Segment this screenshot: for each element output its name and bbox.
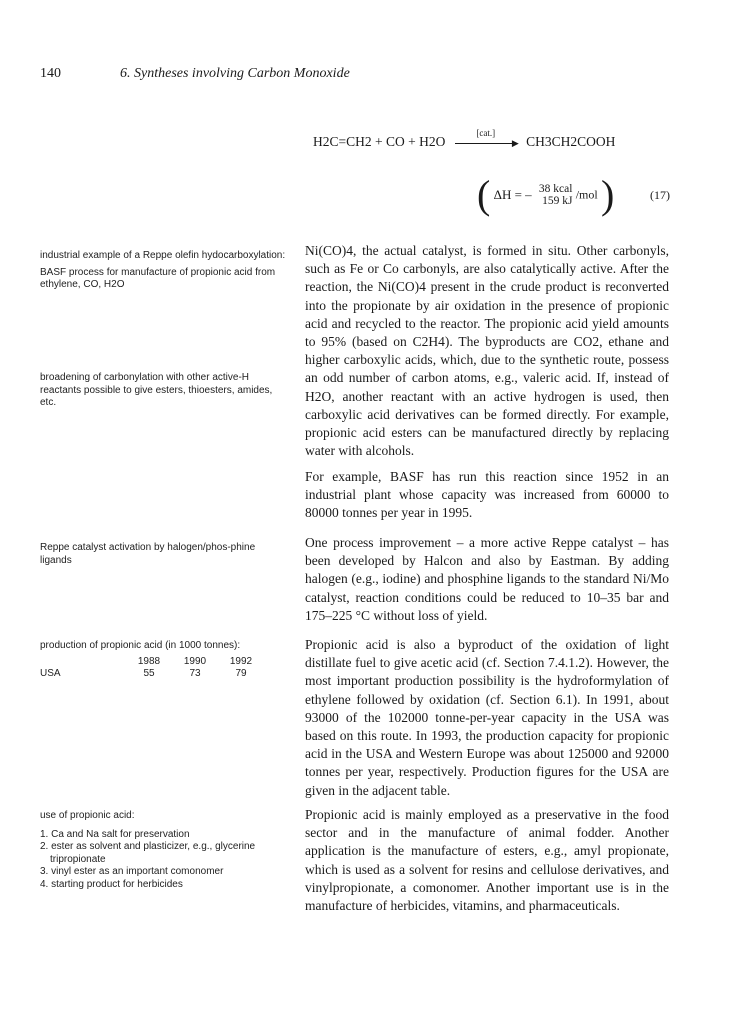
delta-h-symbol: ΔH = – bbox=[493, 187, 532, 202]
table-year: 1992 bbox=[229, 655, 253, 667]
table-row bbox=[40, 668, 264, 681]
reaction-equation bbox=[313, 127, 616, 150]
margin-note-text: industrial example of a Reppe olefin hydocarboxylation: bbox=[40, 250, 286, 261]
uses-list bbox=[40, 829, 288, 892]
margin-note-production bbox=[40, 640, 288, 681]
left-paren: ( bbox=[477, 172, 491, 217]
body-paragraph: Propionic acid is mainly employed as a preservative in the food sector and in the manufacture of animal fodder. Another application is the manufacture of esters, e.g., amyl propionate, which is used as a solvent for resins and cellulose derivatives, and vinylpropionate, a comonomer. Another important use is in the manufacture of herbicides, vitamins, and pharmaceuticals. bbox=[305, 807, 669, 914]
page-number: 140 bbox=[40, 66, 61, 81]
table-row bbox=[40, 656, 264, 669]
list-item: 4. starting product for herbicides bbox=[40, 878, 183, 890]
margin-note-catalyst-activation bbox=[40, 542, 288, 571]
body-paragraph: Ni(CO)4, the actual catalyst, is formed in situ. Other carbonyls, such as Fe or Co carbonyls, are also catalytically active. After the reaction, the Ni(CO)4 present in the crude product is reconverted into the propionate by air oxidation in the presence of propionic acid and recycled to the reactor. The propionic acid yield amounts to 95% (based on C2H4). The byproducts are CO2, ethane and higher carboxylic acids, which, due to the synthetic route, possess an odd number of carbon atoms, e.g., valeric acid. If, instead of H2O, another reactant with an active hydrogen is used, then carboxylic acid derivatives can be formed directly. For example, propionic acid esters can be manufactured directly by replacing water with alcohols. bbox=[305, 243, 669, 459]
body-paragraph: Propionic acid is also a byproduct of the oxidation of light distillate fuel to give acetic acid (cf. Section 7.4.1.2). However, the most important production possibility is the hydroformylation of ethylene followed by oxidation (cf. Section 6.1). In 1991, about 93000 of the 102000 tonne-per-year capacity in the USA was based on this route. In 1993, the production capacity for propionic acid in the USA and Western Europe was about 125000 and 92000 tonnes per year, respectively. Production figures for the USA are given in the adjacent table. bbox=[305, 637, 669, 798]
table-value: 55 bbox=[143, 668, 155, 679]
list-item: 1. Ca and Na salt for preservation bbox=[40, 828, 190, 840]
table-country: USA bbox=[40, 668, 61, 679]
delta-h-kj: 159 kJ bbox=[542, 195, 573, 207]
margin-note-reppe-example bbox=[40, 250, 288, 296]
catalyst-label: [cat.] bbox=[476, 127, 496, 138]
page-header bbox=[40, 66, 350, 82]
margin-note-text: use of propionic acid: bbox=[40, 810, 135, 821]
chapter-title: 6. Syntheses involving Carbon Monoxide bbox=[120, 66, 350, 81]
body-paragraph: One process improvement – a more active Reppe catalyst – has been developed by Halcon and also by Eastman. By adding halogen (e.g., iodine) and phosphine ligands to the standard Ni/Mo catalyst, reaction conditions could be reduced to 10–35 bar and 175–225 °C without loss of yield. bbox=[305, 535, 669, 623]
delta-h-kcal: 38 kcal bbox=[538, 183, 573, 195]
equation-reactants: H2C=CH2 + CO + H2O bbox=[313, 134, 446, 149]
equation-number: (17) bbox=[650, 188, 670, 202]
table-value: 79 bbox=[235, 668, 247, 679]
equation-product: CH3CH2COOH bbox=[526, 134, 616, 149]
delta-h-unit: /mol bbox=[575, 187, 598, 202]
body-paragraph: For example, BASF has run this reaction since 1952 in an industrial plant whose capacity was increased from 60000 to 80000 tonnes per year in 1995. bbox=[305, 469, 669, 521]
margin-note-text: production of propionic acid (in 1000 tonnes): bbox=[40, 640, 241, 651]
table-year: 1990 bbox=[183, 655, 207, 667]
enthalpy-expression bbox=[477, 172, 615, 217]
margin-note-broadening bbox=[40, 372, 288, 414]
enthalpy-values bbox=[539, 183, 573, 207]
margin-note-text: Reppe catalyst activation by halogen/phos-phine ligands bbox=[40, 542, 256, 566]
production-table bbox=[40, 656, 264, 681]
right-paren: ) bbox=[600, 172, 615, 217]
table-value: 73 bbox=[189, 668, 201, 679]
list-item: 2. ester as solvent and plasticizer, e.g., glycerine tripropionate bbox=[40, 841, 256, 865]
margin-note-text: BASF process for manufacture of propionic acid from ethylene, CO, H2O bbox=[40, 266, 276, 290]
table-year: 1988 bbox=[137, 655, 161, 667]
reaction-arrow-icon: [cat.] ▶ bbox=[455, 142, 517, 144]
margin-note-text: broadening of carbonylation with other active-H reactants possible to give esters, thioesters, amides, etc. bbox=[40, 372, 273, 408]
list-item: 3. vinyl ester as an important comonomer bbox=[40, 866, 224, 877]
margin-note-uses bbox=[40, 810, 288, 891]
